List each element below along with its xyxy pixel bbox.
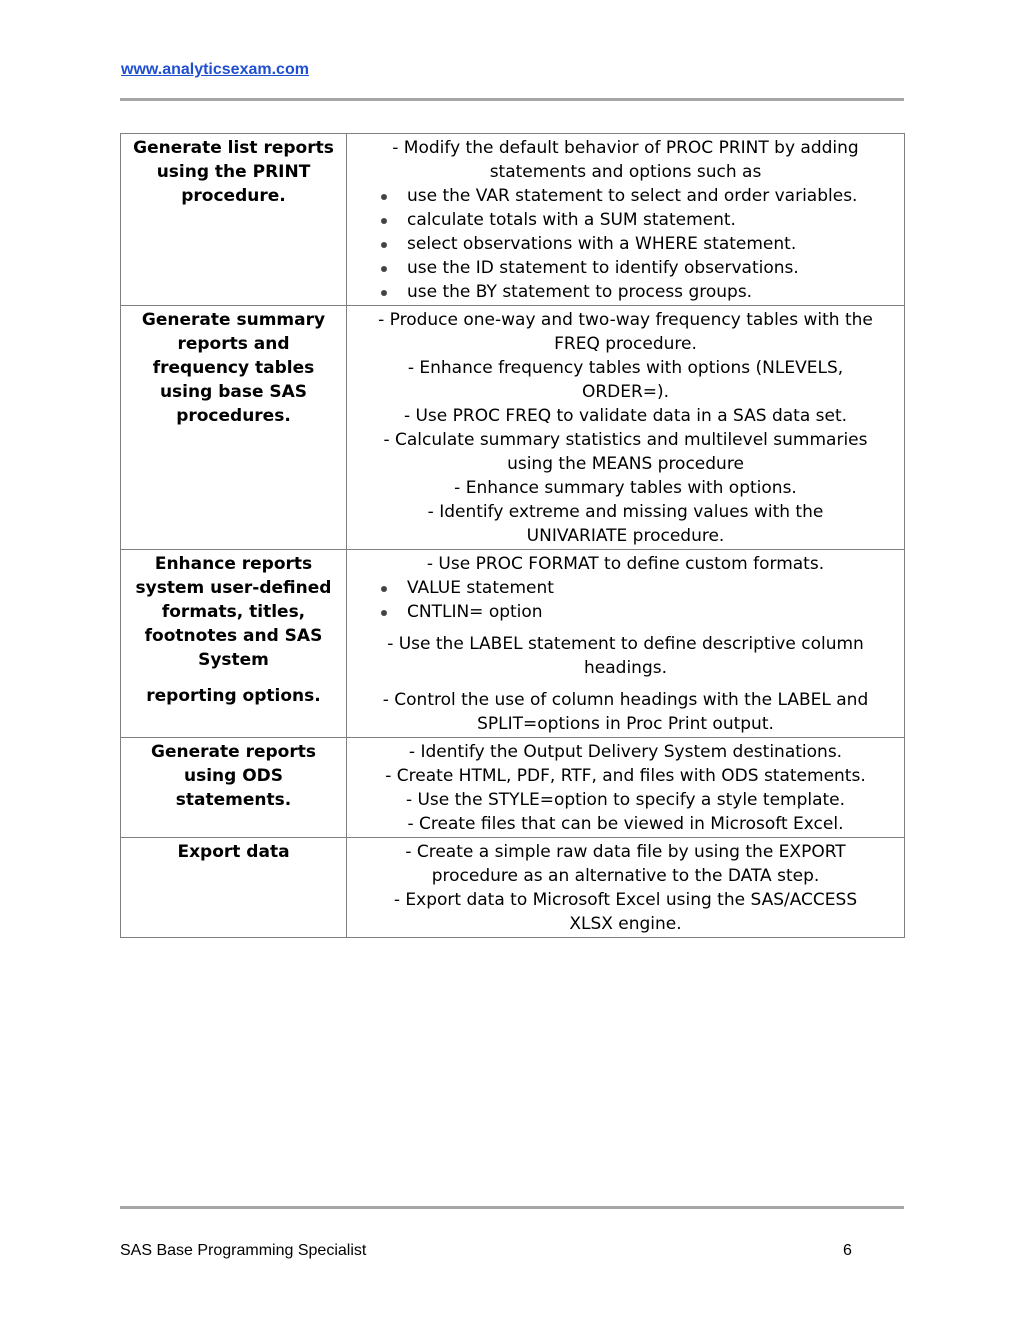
objectives-table <box>120 133 905 938</box>
bullet-item: select observations with a WHERE statement. <box>351 232 900 256</box>
table-row <box>121 550 905 738</box>
header-website-link[interactable]: www.analyticsexam.com <box>121 61 309 78</box>
topic-line: System <box>198 650 269 670</box>
description-line: headings. <box>584 658 667 678</box>
topic-line: statements. <box>175 790 292 810</box>
topic-line: Generate summary <box>141 310 326 330</box>
bullet-list <box>351 280 900 304</box>
topic-cell <box>121 838 347 938</box>
footer-divider <box>120 1206 904 1209</box>
topic-line: frequency tables <box>152 358 315 378</box>
table-row <box>121 838 905 938</box>
topic-line: procedures. <box>176 406 291 426</box>
topic-cell <box>121 306 347 550</box>
header-divider <box>120 98 904 101</box>
description-cell <box>347 550 905 738</box>
topic-line: reporting options. <box>146 686 321 706</box>
description-line: - Create files that can be viewed in Microsoft Excel. <box>407 814 844 834</box>
description-line: - Create HTML, PDF, RTF, and files with ODS statements. <box>385 766 866 786</box>
description-cell <box>347 306 905 550</box>
bullet-list <box>351 576 900 600</box>
description-line: SPLIT=options in Proc Print output. <box>477 714 774 734</box>
bullet-item: calculate totals with a SUM statement. <box>351 208 900 232</box>
table-row <box>121 738 905 838</box>
description-line: - Enhance frequency tables with options (NLEVELS, <box>407 358 844 378</box>
footer-title: SAS Base Programming Specialist <box>120 1242 367 1259</box>
description-line: - Use the STYLE=option to specify a style template. <box>405 790 846 810</box>
topic-line: Enhance reports <box>154 554 313 574</box>
topic-line: system user-defined <box>135 578 332 598</box>
description-line: - Calculate summary statistics and multilevel summaries <box>383 430 868 450</box>
description-line: - Identify the Output Delivery System destinations. <box>408 742 843 762</box>
description-line: UNIVARIATE procedure. <box>526 526 725 546</box>
description-line: - Export data to Microsoft Excel using the SAS/ACCESS <box>393 890 858 910</box>
description-line: - Modify the default behavior of PROC PRINT by adding <box>392 138 859 158</box>
page-number: 6 <box>843 1242 852 1259</box>
description-line: - Use PROC FREQ to validate data in a SAS data set. <box>403 406 848 426</box>
bullet-item: VALUE statement <box>351 576 900 600</box>
description-line: procedure as an alternative to the DATA step. <box>431 866 820 886</box>
topic-line: Export data <box>177 842 290 862</box>
description-line: - Use PROC FORMAT to define custom formats. <box>426 554 825 574</box>
topic-line: using the PRINT <box>156 162 311 182</box>
topic-line: reports and <box>177 334 290 354</box>
description-cell <box>347 134 905 306</box>
description-line: using the MEANS procedure <box>507 454 744 474</box>
description-line: statements and options such as <box>489 162 762 182</box>
bullet-item: CNTLIN= option <box>351 600 900 624</box>
description-line: - Identify extreme and missing values with the <box>427 502 824 522</box>
description-cell <box>347 738 905 838</box>
description-line: - Enhance summary tables with options. <box>454 478 797 498</box>
description-line: - Create a simple raw data file by using the EXPORT <box>405 842 846 862</box>
topic-cell <box>121 738 347 838</box>
description-line: ORDER=). <box>581 382 670 402</box>
topic-line: procedure. <box>181 186 286 206</box>
bullet-item: use the BY statement to process groups. <box>351 280 900 304</box>
bullet-item: use the ID statement to identify observations. <box>351 256 900 280</box>
description-cell <box>347 838 905 938</box>
topic-cell <box>121 550 347 738</box>
table-row <box>121 134 905 306</box>
topic-line: using ODS <box>183 766 284 786</box>
description-line: FREQ procedure. <box>554 334 697 354</box>
description-line: - Control the use of column headings with the LABEL and <box>382 690 869 710</box>
topic-line: Generate list reports <box>133 138 334 158</box>
bullet-item: use the VAR statement to select and order variables. <box>351 184 900 208</box>
table-row <box>121 306 905 550</box>
topic-cell <box>121 134 347 306</box>
topic-line: using base SAS <box>159 382 308 402</box>
bullet-list <box>351 184 900 280</box>
topic-line: Generate reports <box>151 742 316 762</box>
topic-line: footnotes and SAS <box>144 626 323 646</box>
description-line: - Use the LABEL statement to define descriptive column <box>387 634 864 654</box>
description-line: XLSX engine. <box>569 914 682 934</box>
topic-line: formats, titles, <box>161 602 306 622</box>
description-line: - Produce one-way and two-way frequency tables with the <box>378 310 873 330</box>
bullet-list <box>351 600 900 624</box>
